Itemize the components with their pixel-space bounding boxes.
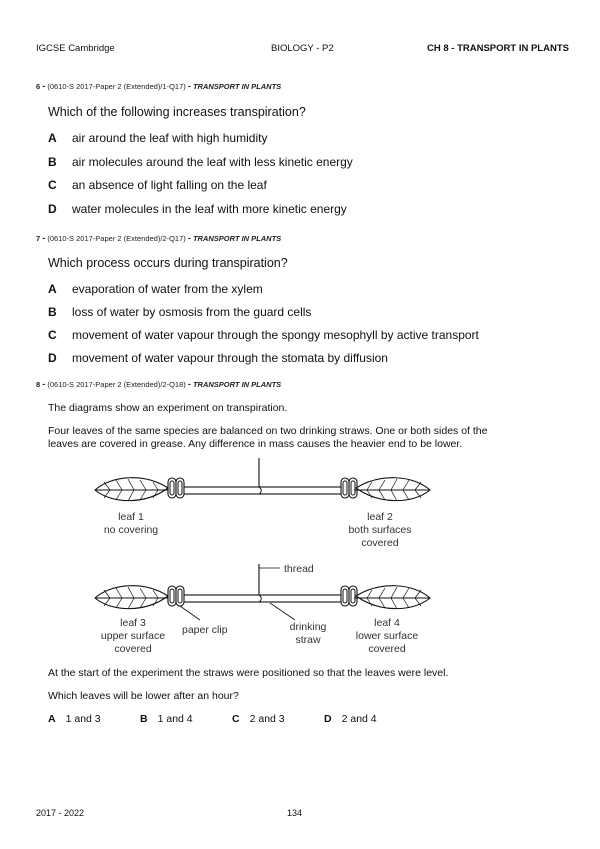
leaf-3-shape — [95, 586, 170, 609]
leaf-1-shape — [95, 478, 170, 501]
question-8-header: 8 - (0610-S 2017-Paper 2 (Extended)/2-Q18) - TRANSPORT IN PLANTS — [36, 379, 282, 389]
question-topic: TRANSPORT IN PLANTS — [192, 380, 282, 389]
question-source: (0610-S 2017-Paper 2 (Extended)/2-Q17) — [47, 234, 186, 243]
leaf-2-shape — [354, 478, 430, 501]
question-number: 6 — [36, 82, 41, 91]
straw-bottom — [168, 595, 356, 602]
question-7-header: 7 - (0610-S 2017-Paper 2 (Extended)/2-Q17) - TRANSPORT IN PLANTS — [36, 233, 282, 243]
question-8-after-text: At the start of the experiment the straws were positioned so that the leaves were level. — [48, 667, 449, 679]
straw-top — [168, 487, 356, 494]
answer-d: D 2 and 4 — [324, 713, 377, 725]
question-topic: TRANSPORT IN PLANTS — [192, 82, 282, 91]
question-8-para-line1: Four leaves of the same species are balanced on two drinking straws. One or both sides of the — [48, 425, 488, 437]
question-8-intro: The diagrams show an experiment on transpiration. — [48, 402, 288, 414]
drinking-straw-label: drinking straw — [289, 621, 327, 646]
question-source: (0610-S 2017-Paper 2 (Extended)/2-Q18) — [47, 380, 186, 389]
leaf-4-label: leaf 4 lower surface covered — [355, 617, 419, 655]
answer-a: A 1 and 3 — [48, 713, 101, 725]
header-right: CH 8 - TRANSPORT IN PLANTS — [427, 43, 569, 54]
answer-b: B 1 and 4 — [140, 713, 193, 725]
leaf-2-label: leaf 2 both surfaces covered — [348, 511, 412, 549]
footer-years: 2017 - 2022 — [36, 808, 85, 818]
answer-c: C 2 and 3 — [232, 713, 285, 725]
thread-label: thread — [284, 563, 314, 575]
leaf-4-shape — [354, 586, 430, 609]
question-number: 8 — [36, 380, 41, 389]
question-6-header: 6 - (0610-S 2017-Paper 2 (Extended)/1-Q17) - TRANSPORT IN PLANTS — [36, 81, 282, 91]
question-8-stem: Which leaves will be lower after an hour? — [48, 690, 239, 702]
page-number: 134 — [287, 808, 303, 818]
paper-clip-label: paper clip — [182, 624, 228, 636]
question-topic: TRANSPORT IN PLANTS — [192, 234, 282, 243]
question-7-stem: Which process occurs during transpiration? — [48, 256, 288, 270]
leaf-3-label: leaf 3 upper surface covered — [100, 617, 166, 655]
header-left: IGCSE Cambridge — [36, 43, 115, 54]
header-center: BIOLOGY - P2 — [271, 43, 334, 54]
question-number: 7 — [36, 234, 41, 243]
question-6-stem: Which of the following increases transpiration? — [48, 105, 306, 119]
leaf-1-label: leaf 1 no covering — [103, 511, 159, 536]
question-source: (0610-S 2017-Paper 2 (Extended)/1-Q17) — [47, 82, 186, 91]
question-8-para-line2: leaves are covered in grease. Any difference in mass causes the heavier end to be lower. — [48, 438, 463, 450]
